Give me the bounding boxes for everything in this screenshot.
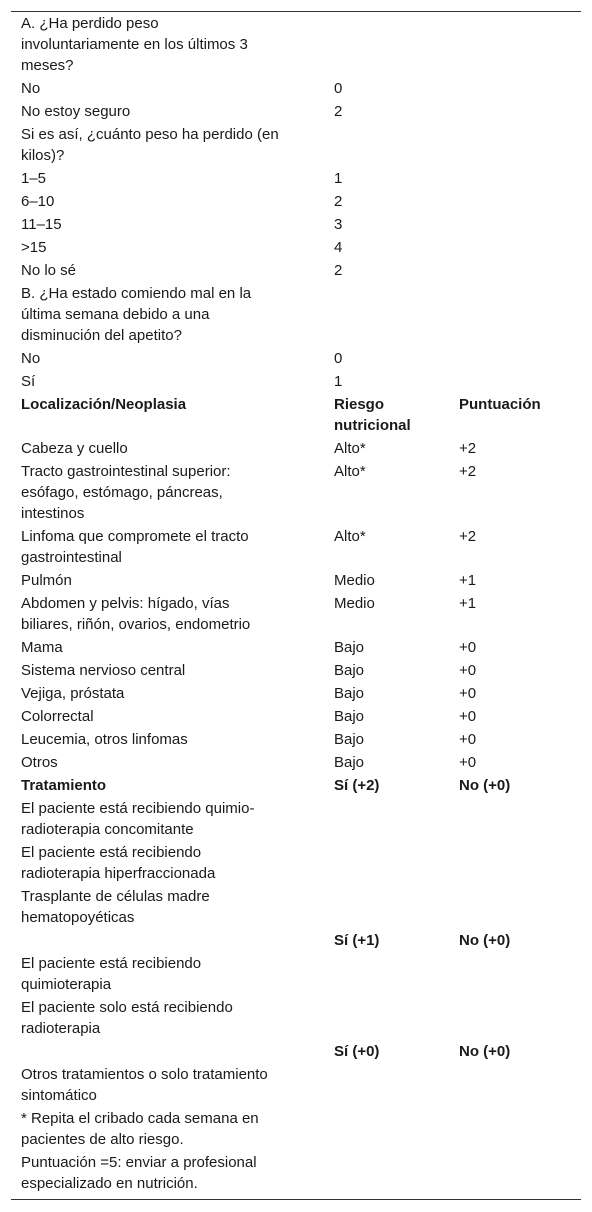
cell-line: Medio <box>334 595 375 612</box>
table-cell-c2 <box>334 752 364 773</box>
table-row <box>11 260 581 281</box>
cell-line: Medio <box>334 572 375 589</box>
cell-line: Bajo <box>334 708 365 725</box>
table-cell-c3 <box>459 526 476 547</box>
table-cell-c1 <box>21 214 62 235</box>
cell-line: quimioterapia <box>21 976 112 993</box>
cell-line: 0 <box>334 350 343 367</box>
table-row <box>11 729 581 750</box>
table-cell-c1 <box>21 570 72 591</box>
cell-line: Sistema nervioso central <box>21 662 186 679</box>
cell-line: radioterapia hiperfraccionada <box>21 865 216 882</box>
cell-line: +1 <box>459 572 477 589</box>
cell-line: +0 <box>459 708 477 725</box>
table-cell-c2 <box>334 637 364 658</box>
cell-line: 1–5 <box>21 170 47 187</box>
cell-line: Riesgo <box>334 396 385 413</box>
cell-line: radioterapia concomitante <box>21 821 194 838</box>
cell-line: Puntuación =5: enviar a profesional <box>21 1154 257 1171</box>
cell-line: kilos)? <box>21 147 65 164</box>
cell-line: A. ¿Ha perdido peso <box>21 15 159 32</box>
cell-line: última semana debido a una <box>21 306 210 323</box>
cell-line: Puntuación <box>459 396 541 413</box>
cell-line: Cabeza y cuello <box>21 440 128 457</box>
table-cell-c1 <box>21 752 58 773</box>
table-cell-c1 <box>21 683 124 704</box>
table-cell-c3 <box>459 637 476 658</box>
cell-line: +0 <box>459 639 477 656</box>
cell-line: +1 <box>459 595 477 612</box>
cell-line: Sí (+2) <box>334 777 380 794</box>
table-cell-c3 <box>459 775 510 796</box>
cell-line: Bajo <box>334 662 365 679</box>
cell-line: Sí (+0) <box>334 1043 380 1060</box>
table-row <box>11 953 581 995</box>
table-cell-c2 <box>334 660 364 681</box>
table-cell-c1 <box>21 237 46 258</box>
table-cell-c2 <box>334 168 342 189</box>
table-row <box>11 124 581 166</box>
cell-line: Linfoma que compromete el tracto <box>21 528 249 545</box>
table-cell-c1 <box>21 461 231 524</box>
table-cell-c1 <box>21 997 233 1039</box>
cell-line: especializado en nutrición. <box>21 1175 198 1192</box>
cell-line: El paciente está recibiendo <box>21 844 202 861</box>
table-cell-c3 <box>459 438 476 459</box>
cell-line: +2 <box>459 440 477 457</box>
cell-line: Trasplante de células madre <box>21 888 210 905</box>
cell-line: 1 <box>334 373 343 390</box>
table-cell-c1 <box>21 526 249 568</box>
cell-line: sintomático <box>21 1087 97 1104</box>
table-row <box>11 168 581 189</box>
table-cell-c2 <box>334 348 342 369</box>
cell-line: El paciente está recibiendo quimio- <box>21 800 255 817</box>
table-row <box>11 13 581 76</box>
table-row <box>11 930 581 951</box>
table-cell-c2 <box>334 191 342 212</box>
table-cell-c1 <box>21 283 251 346</box>
table-cell-c3 <box>459 1041 510 1062</box>
table-cell-c2 <box>334 394 411 436</box>
table-cell-c3 <box>459 660 476 681</box>
cell-line: Vejiga, próstata <box>21 685 125 702</box>
cell-line: Alto* <box>334 463 366 480</box>
cell-line: +0 <box>459 754 477 771</box>
cell-line: Localización/Neoplasia <box>21 396 187 413</box>
table-row <box>11 842 581 884</box>
cell-line: Alto* <box>334 528 366 545</box>
cell-line: +0 <box>459 662 477 679</box>
cell-line: esófago, estómago, páncreas, <box>21 484 223 501</box>
table-cell-c2 <box>334 461 366 482</box>
table-row <box>11 775 581 796</box>
table-cell-c3 <box>459 706 476 727</box>
table-cell-c2 <box>334 775 379 796</box>
table-row <box>11 570 581 591</box>
cell-line: El paciente solo está recibiendo <box>21 999 233 1016</box>
cell-line: Otros <box>21 754 58 771</box>
table-cell-c2 <box>334 706 364 727</box>
table-cell-c1 <box>21 842 215 884</box>
cell-line: No (+0) <box>459 932 511 949</box>
cell-line: Si es así, ¿cuánto peso ha perdido (en <box>21 126 279 143</box>
table-cell-c2 <box>334 78 342 99</box>
table-cell-c1 <box>21 260 76 281</box>
table-cell-c1 <box>21 348 40 369</box>
table-row <box>11 1041 581 1062</box>
table-cell-c3 <box>459 570 476 591</box>
table-cell-c1 <box>21 1152 257 1194</box>
table-cell-c3 <box>459 593 476 614</box>
table-cell-c2 <box>334 214 342 235</box>
table-row <box>11 660 581 681</box>
table-cell-c1 <box>21 1064 268 1106</box>
table-row <box>11 1108 581 1150</box>
table-row <box>11 1152 581 1194</box>
table-cell-c3 <box>459 930 510 951</box>
cell-line: B. ¿Ha estado comiendo mal en la <box>21 285 252 302</box>
cell-line: Colorrectal <box>21 708 94 725</box>
cell-line: No (+0) <box>459 777 511 794</box>
table-row <box>11 394 581 436</box>
cell-line: meses? <box>21 57 74 74</box>
table-row <box>11 237 581 258</box>
table-row <box>11 1064 581 1106</box>
cell-line: hematopoyéticas <box>21 909 135 926</box>
cell-line: +0 <box>459 685 477 702</box>
cell-line: No lo sé <box>21 262 77 279</box>
cell-line: No <box>21 80 41 97</box>
cell-line: Tracto gastrointestinal superior: <box>21 463 231 480</box>
table-cell-c2 <box>334 1041 379 1062</box>
cell-line: 0 <box>334 80 343 97</box>
cell-line: Abdomen y pelvis: hígado, vías <box>21 595 230 612</box>
table-row <box>11 752 581 773</box>
cell-line: 2 <box>334 103 343 120</box>
table-row <box>11 526 581 568</box>
table-row <box>11 886 581 928</box>
cell-line: 4 <box>334 239 343 256</box>
table-cell-c1 <box>21 798 254 840</box>
cell-line: Mama <box>21 639 63 656</box>
table-cell-c1 <box>21 729 188 750</box>
cell-line: biliares, riñón, ovarios, endometrio <box>21 616 251 633</box>
cell-line: 1 <box>334 170 343 187</box>
cell-line: +0 <box>459 731 477 748</box>
table-row <box>11 798 581 840</box>
table-cell-c3 <box>459 461 476 482</box>
table-row <box>11 997 581 1039</box>
cell-line: radioterapia <box>21 1020 101 1037</box>
table-cell-c2 <box>334 729 364 750</box>
table-cell-c3 <box>459 752 476 773</box>
table-cell-c3 <box>459 683 476 704</box>
table-cell-c3 <box>459 729 476 750</box>
cell-line: 2 <box>334 193 343 210</box>
table-row <box>11 593 581 635</box>
table-cell-c1 <box>21 953 201 995</box>
cell-line: pacientes de alto riesgo. <box>21 1131 184 1148</box>
table-cell-c1 <box>21 168 46 189</box>
cell-line: involuntariamente en los últimos 3 <box>21 36 248 53</box>
table-cell-c2 <box>334 260 342 281</box>
table-cell-c1 <box>21 438 128 459</box>
table-row <box>11 214 581 235</box>
table-row <box>11 348 581 369</box>
table-cell-c1 <box>21 637 63 658</box>
cell-line: Pulmón <box>21 572 72 589</box>
table-cell-c1 <box>21 394 186 415</box>
cell-line: disminución del apetito? <box>21 327 182 344</box>
cell-line: Bajo <box>334 731 365 748</box>
cell-line: * Repita el cribado cada semana en <box>21 1110 259 1127</box>
table-cell-c2 <box>334 930 379 951</box>
table-row <box>11 191 581 212</box>
table-row <box>11 438 581 459</box>
cell-line: Bajo <box>334 754 365 771</box>
table-row <box>11 706 581 727</box>
cell-line: Leucemia, otros linfomas <box>21 731 188 748</box>
table-cell-c1 <box>21 775 106 796</box>
cell-line: 6–10 <box>21 193 55 210</box>
table-cell-c1 <box>21 1108 259 1150</box>
table-row <box>11 461 581 524</box>
table-cell-c2 <box>334 570 375 591</box>
table-cell-c1 <box>21 886 210 928</box>
table-cell-c2 <box>334 101 342 122</box>
cell-line: No (+0) <box>459 1043 511 1060</box>
cell-line: Alto* <box>334 440 366 457</box>
screening-table <box>11 11 581 1200</box>
table-row <box>11 637 581 658</box>
cell-line: 2 <box>334 262 343 279</box>
table-cell-c1 <box>21 593 250 635</box>
cell-line: Sí (+1) <box>334 932 380 949</box>
table-cell-c1 <box>21 660 185 681</box>
table-cell-c2 <box>334 237 342 258</box>
cell-line: nutricional <box>334 417 411 434</box>
table-row <box>11 78 581 99</box>
cell-line: intestinos <box>21 505 85 522</box>
table-cell-c1 <box>21 706 94 727</box>
table-cell-c1 <box>21 78 40 99</box>
cell-line: Sí <box>21 373 36 390</box>
table-cell-c2 <box>334 371 342 392</box>
cell-line: No estoy seguro <box>21 103 131 120</box>
cell-line: gastrointestinal <box>21 549 122 566</box>
table-row <box>11 101 581 122</box>
table-cell-c2 <box>334 683 364 704</box>
table-cell-c2 <box>334 526 366 547</box>
cell-line: Tratamiento <box>21 777 107 794</box>
table-cell-c3 <box>459 394 541 415</box>
table-row <box>11 683 581 704</box>
table-cell-c1 <box>21 101 130 122</box>
cell-line: Bajo <box>334 685 365 702</box>
table-cell-c1 <box>21 13 248 76</box>
table-cell-c2 <box>334 593 375 614</box>
table-cell-c1 <box>21 191 54 212</box>
table-row <box>11 371 581 392</box>
table-cell-c1 <box>21 124 279 166</box>
cell-line: El paciente está recibiendo <box>21 955 202 972</box>
cell-line: 11–15 <box>21 216 62 233</box>
table-row <box>11 283 581 346</box>
cell-line: 3 <box>334 216 343 233</box>
cell-line: +2 <box>459 528 477 545</box>
table-cell-c1 <box>21 371 35 392</box>
cell-line: No <box>21 350 41 367</box>
cell-line: Bajo <box>334 639 365 656</box>
cell-line: >15 <box>21 239 47 256</box>
cell-line: +2 <box>459 463 477 480</box>
table-cell-c2 <box>334 438 366 459</box>
cell-line: Otros tratamientos o solo tratamiento <box>21 1066 268 1083</box>
